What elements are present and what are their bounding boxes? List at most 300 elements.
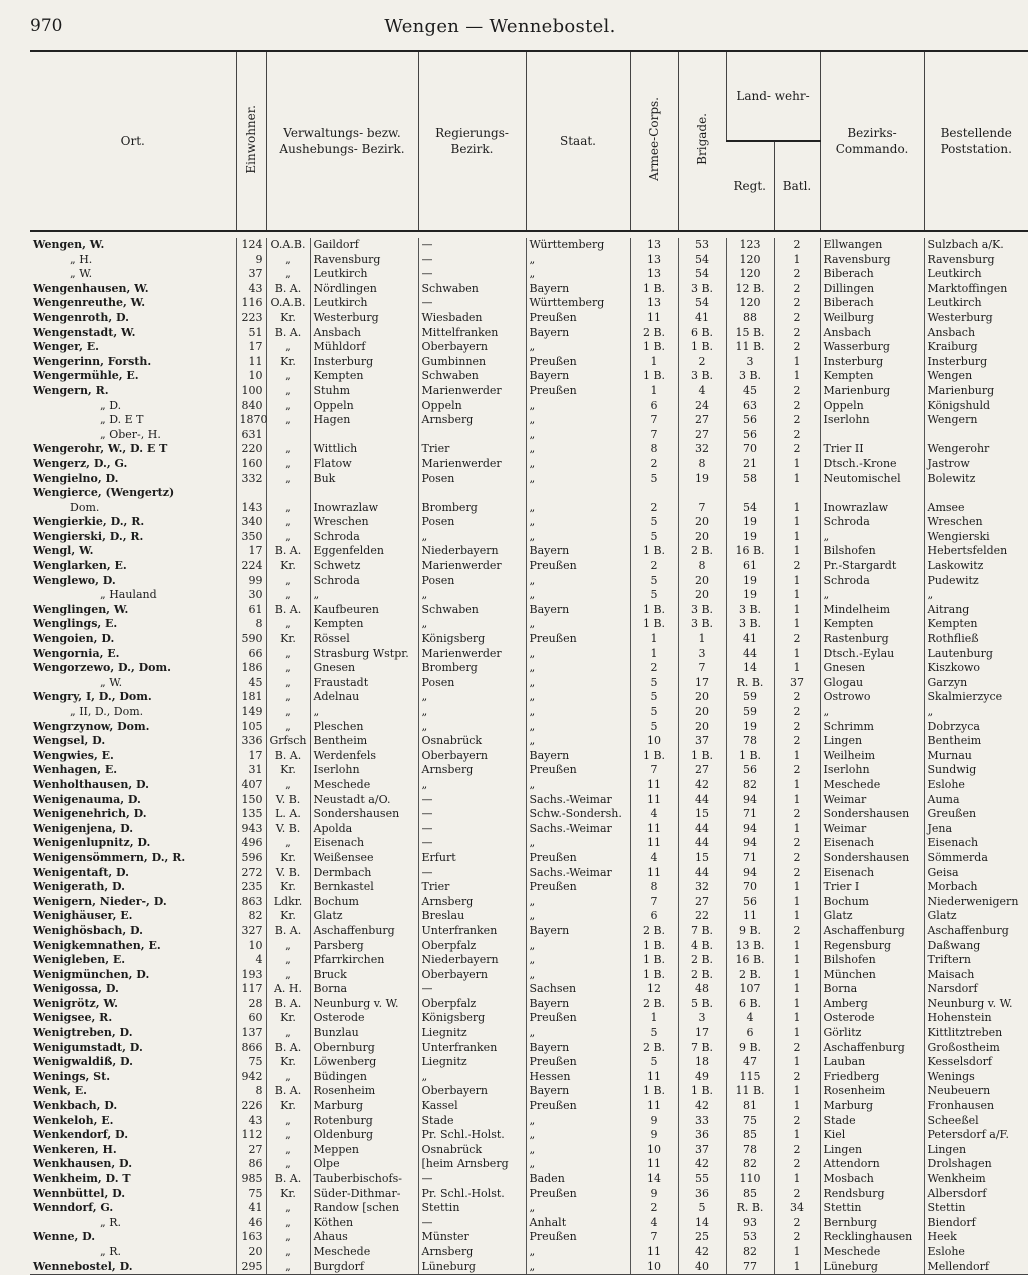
regiment-cell: 71 <box>726 851 774 866</box>
brigade-cell: 44 <box>678 822 726 837</box>
einwohner-cell: 60 <box>236 1011 266 1026</box>
regierung-cell: Niederbayern <box>418 544 526 559</box>
brigade-cell: 20 <box>678 690 726 705</box>
brigade-cell <box>678 486 726 501</box>
brigade-cell: 17 <box>678 1026 726 1041</box>
armee-cell: 5 <box>630 588 678 603</box>
staat-cell: „ <box>526 705 630 720</box>
table-row <box>30 924 1028 939</box>
brigade-cell: 49 <box>678 1070 726 1085</box>
staat-cell: Preußen <box>526 880 630 895</box>
bezirks-commando-cell: Rastenburg <box>820 632 924 647</box>
staat-cell: Preußen <box>526 763 630 778</box>
brigade-cell: 32 <box>678 442 726 457</box>
einwohner-cell: 86 <box>236 1157 266 1172</box>
poststation-cell: Daßwang <box>924 939 1028 954</box>
regierung-cell: Lüneburg <box>418 1260 526 1275</box>
place-name: Wengoien, D. <box>33 632 115 646</box>
regiment-cell: 82 <box>726 1157 774 1172</box>
bataillon-cell: 2 <box>774 399 820 414</box>
bezirks-commando-cell <box>820 486 924 501</box>
verwaltung-cell: Wreschen <box>310 515 418 530</box>
staat-cell: Schw.-Sondersh. <box>526 807 630 822</box>
bataillon-cell: 2 <box>774 1070 820 1085</box>
bezirks-commando-cell: Meschede <box>820 778 924 793</box>
bezirks-commando-cell: Trier II <box>820 442 924 457</box>
poststation-cell: Maisach <box>924 968 1028 983</box>
regiment-cell: 61 <box>726 559 774 574</box>
einwohner-cell: 181 <box>236 690 266 705</box>
brigade-cell: 1 B. <box>678 340 726 355</box>
einwohner-cell: 8 <box>236 617 266 632</box>
poststation-cell: Wengen <box>924 369 1028 384</box>
place-name: Wenings, St. <box>33 1069 111 1083</box>
bezirk-type-cell: „ <box>266 647 310 662</box>
poststation-cell: Rothfließ <box>924 632 1028 647</box>
bataillon-cell: 1 <box>774 939 820 954</box>
poststation-cell: Großostheim <box>924 1041 1028 1056</box>
staat-cell: Preußen <box>526 1011 630 1026</box>
armee-cell: 2 <box>630 457 678 472</box>
brigade-cell: 3 B. <box>678 603 726 618</box>
place-name: Wenigensömmern, D., R. <box>33 850 186 864</box>
bezirks-commando-cell: Borna <box>820 982 924 997</box>
poststation-cell <box>924 486 1028 501</box>
brigade-cell: 3 B. <box>678 617 726 632</box>
staat-cell: „ <box>526 472 630 487</box>
poststation-cell <box>924 428 1028 443</box>
regierung-cell: Oberbayern <box>418 1084 526 1099</box>
staat-cell: Preußen <box>526 851 630 866</box>
staat-cell: „ <box>526 267 630 282</box>
brigade-cell: 4 <box>678 384 726 399</box>
einwohner-cell: 105 <box>236 720 266 735</box>
einwohner-cell: 27 <box>236 1143 266 1158</box>
poststation-cell: Neubeuern <box>924 1084 1028 1099</box>
regierung-cell: „ <box>418 530 526 545</box>
poststation-cell: Aschaffenburg <box>924 924 1028 939</box>
poststation-cell: Leutkirch <box>924 296 1028 311</box>
table-row <box>30 311 1028 326</box>
regierung-cell: Trier <box>418 442 526 457</box>
brigade-cell: 7 B. <box>678 1041 726 1056</box>
bataillon-cell: 1 <box>774 1099 820 1114</box>
regierung-cell: [heim Arnsberg <box>418 1157 526 1172</box>
bezirk-type-cell: „ <box>266 1070 310 1085</box>
brigade-cell: 44 <box>678 866 726 881</box>
bataillon-cell: 1 <box>774 355 820 370</box>
bezirks-commando-cell: Bochum <box>820 895 924 910</box>
einwohner-cell: 51 <box>236 326 266 341</box>
poststation-cell: Narsdorf <box>924 982 1028 997</box>
armee-cell: 5 <box>630 574 678 589</box>
regierung-cell: Stettin <box>418 1201 526 1216</box>
brigade-cell: 2 B. <box>678 953 726 968</box>
regiment-cell: 4 <box>726 1011 774 1026</box>
bezirks-commando-cell: „ <box>820 588 924 603</box>
regiment-cell: 110 <box>726 1172 774 1187</box>
armee-cell: 13 <box>630 296 678 311</box>
bataillon-cell: 2 <box>774 428 820 443</box>
place-name: Wengsel, D. <box>33 734 106 748</box>
bezirk-type-cell: „ <box>266 1230 310 1245</box>
regiment-cell: 120 <box>726 296 774 311</box>
regiment-cell: 44 <box>726 647 774 662</box>
poststation-cell: Mellendorf <box>924 1260 1028 1275</box>
verwaltung-cell: Gnesen <box>310 661 418 676</box>
header-post: Bestellende Poststation. <box>924 51 1028 231</box>
bataillon-cell: 2 <box>774 1187 820 1202</box>
brigade-cell: 22 <box>678 909 726 924</box>
header-regierung: Regierungs- Bezirk. <box>418 51 526 231</box>
einwohner-cell: 11 <box>236 355 266 370</box>
regiment-cell: 93 <box>726 1216 774 1231</box>
verwaltung-cell: Werdenfels <box>310 749 418 764</box>
einwohner-cell: 124 <box>236 238 266 253</box>
place-name: Wennebostel, D. <box>30 1260 236 1275</box>
verwaltung-cell: Schwetz <box>310 559 418 574</box>
staat-cell: „ <box>526 690 630 705</box>
verwaltung-cell: Fraustadt <box>310 676 418 691</box>
regierung-cell: Osnabrück <box>418 734 526 749</box>
brigade-cell: 2 B. <box>678 968 726 983</box>
armee-cell: 1 B. <box>630 939 678 954</box>
table-row <box>30 384 1028 399</box>
einwohner-cell: 163 <box>236 1230 266 1245</box>
regiment-cell: 70 <box>726 880 774 895</box>
einwohner-cell: 28 <box>236 997 266 1012</box>
place-name: Wenndorf, G. <box>33 1201 114 1215</box>
bezirks-commando-cell: Sondershausen <box>820 807 924 822</box>
bataillon-cell: 2 <box>774 1041 820 1056</box>
place-name: Wengerz, D., G. <box>33 456 128 470</box>
place-name: Wenglewo, D. <box>33 573 116 587</box>
bataillon-cell: 2 <box>774 267 820 282</box>
place-name: Wengry, I, D., Dom. <box>33 690 152 704</box>
table-row <box>30 793 1028 808</box>
regierung-cell: Schwaben <box>418 603 526 618</box>
brigade-cell: 7 B. <box>678 924 726 939</box>
bataillon-cell: 1 <box>774 647 820 662</box>
bezirk-type-cell: „ <box>266 1245 310 1260</box>
bataillon-cell: 2 <box>774 384 820 399</box>
staat-cell: Württemberg <box>526 238 630 253</box>
brigade-cell: 4 B. <box>678 939 726 954</box>
brigade-cell: 25 <box>678 1230 726 1245</box>
place-name: Wenigumstadt, D. <box>33 1040 143 1054</box>
staat-cell: „ <box>526 676 630 691</box>
einwohner-cell: 20 <box>236 1245 266 1260</box>
table-row <box>30 1216 1028 1231</box>
regiment-cell: 45 <box>726 384 774 399</box>
bezirk-type-cell: „ <box>266 1216 310 1231</box>
bezirks-commando-cell: Schrimm <box>820 720 924 735</box>
einwohner-cell: 17 <box>236 544 266 559</box>
table-row <box>30 968 1028 983</box>
bezirk-type-cell: „ <box>266 472 310 487</box>
verwaltung-cell: Schroda <box>310 574 418 589</box>
place-name: Wengenstadt, W. <box>33 325 136 339</box>
armee-cell: 1 <box>630 647 678 662</box>
bezirk-type-cell: Kr. <box>266 851 310 866</box>
staat-cell: Preußen <box>526 559 630 574</box>
place-name: „ W. <box>100 675 123 689</box>
brigade-cell: 6 B. <box>678 326 726 341</box>
verwaltung-cell: Leutkirch <box>310 267 418 282</box>
bataillon-cell: 2 <box>774 836 820 851</box>
bataillon-cell: 1 <box>774 457 820 472</box>
table-row <box>30 866 1028 881</box>
place-name: Wenkendorf, D. <box>33 1128 129 1142</box>
place-name: „ H. <box>70 252 93 266</box>
verwaltung-cell: Pfarrkirchen <box>310 953 418 968</box>
bataillon-cell: 2 <box>774 296 820 311</box>
armee-cell: 14 <box>630 1172 678 1187</box>
table-row <box>30 676 1028 691</box>
regierung-cell: Niederbayern <box>418 953 526 968</box>
verwaltung-cell: Rössel <box>310 632 418 647</box>
einwohner-cell: 496 <box>236 836 266 851</box>
bataillon-cell: 2 <box>774 1230 820 1245</box>
poststation-cell: Geisa <box>924 866 1028 881</box>
bezirk-type-cell: B. A. <box>266 282 310 297</box>
armee-cell: 1 B. <box>630 544 678 559</box>
table-row <box>30 413 1028 428</box>
bezirk-type-cell: Kr. <box>266 311 310 326</box>
regiment-cell: 3 B. <box>726 603 774 618</box>
regiment-cell: 16 B. <box>726 953 774 968</box>
bezirk-type-cell: Kr. <box>266 1011 310 1026</box>
regiment-cell: 6 B. <box>726 997 774 1012</box>
place-name: Wenglings, E. <box>33 617 118 631</box>
bataillon-cell: 2 <box>774 340 820 355</box>
poststation-cell: Wengern <box>924 413 1028 428</box>
verwaltung-cell: Bernkastel <box>310 880 418 895</box>
place-name: Wenhagen, E. <box>33 763 118 777</box>
staat-cell: Preußen <box>526 311 630 326</box>
poststation-cell: Bolewitz <box>924 472 1028 487</box>
bataillon-cell: 1 <box>774 1128 820 1143</box>
regierung-cell: Kassel <box>418 1099 526 1114</box>
bezirks-commando-cell: Bernburg <box>820 1216 924 1231</box>
verwaltung-cell: Mühldorf <box>310 340 418 355</box>
poststation-cell: Lautenburg <box>924 647 1028 662</box>
regiment-cell: 19 <box>726 588 774 603</box>
verwaltung-cell: Meschede <box>310 1245 418 1260</box>
bataillon-cell: 1 <box>774 617 820 632</box>
regiment-cell: 123 <box>726 238 774 253</box>
place-name: Wenholthausen, D. <box>33 777 149 791</box>
bataillon-cell: 1 <box>774 544 820 559</box>
table-row <box>30 399 1028 414</box>
bezirk-type-cell: Kr. <box>266 355 310 370</box>
regierung-cell: Pr. Schl.-Holst. <box>418 1187 526 1202</box>
einwohner-cell: 220 <box>236 442 266 457</box>
poststation-cell: Heek <box>924 1230 1028 1245</box>
regiment-cell: 56 <box>726 428 774 443</box>
bataillon-cell: 1 <box>774 953 820 968</box>
header-ort: Ort. <box>30 51 236 231</box>
armee-cell: 7 <box>630 895 678 910</box>
armee-cell: 2 <box>630 661 678 676</box>
brigade-cell: 40 <box>678 1260 726 1275</box>
bezirks-commando-cell: Osterode <box>820 1011 924 1026</box>
regiment-cell: 81 <box>726 1099 774 1114</box>
regierung-cell: „ <box>418 588 526 603</box>
place-name: Wenigmünchen, D. <box>33 967 150 981</box>
bataillon-cell: 1 <box>774 515 820 530</box>
place-name: Wengrzynow, Dom. <box>33 719 150 733</box>
einwohner-cell: 82 <box>236 909 266 924</box>
table-row <box>30 1055 1028 1070</box>
verwaltung-cell: Eisenach <box>310 836 418 851</box>
regiment-cell: 85 <box>726 1128 774 1143</box>
armee-cell: 5 <box>630 515 678 530</box>
staat-cell: „ <box>526 1114 630 1129</box>
bezirk-type-cell: „ <box>266 939 310 954</box>
bezirk-type-cell: Grfsch <box>266 734 310 749</box>
brigade-cell: 2 <box>678 355 726 370</box>
poststation-cell: Garzyn <box>924 676 1028 691</box>
regierung-cell: Bromberg <box>418 501 526 516</box>
einwohner-cell: 193 <box>236 968 266 983</box>
einwohner-cell: 75 <box>236 1187 266 1202</box>
table-row <box>30 1201 1028 1216</box>
regierung-cell: Unterfranken <box>418 1041 526 1056</box>
bataillon-cell: 1 <box>774 749 820 764</box>
regierung-cell: — <box>418 1216 526 1231</box>
bataillon-cell: 1 <box>774 895 820 910</box>
table-row <box>30 1187 1028 1202</box>
poststation-cell: Sulzbach a/K. <box>924 238 1028 253</box>
brigade-cell: 27 <box>678 413 726 428</box>
regiment-cell: 59 <box>726 705 774 720</box>
staat-cell: Preußen <box>526 632 630 647</box>
regierung-cell: — <box>418 238 526 253</box>
verwaltung-cell: Randow [schen <box>310 1201 418 1216</box>
staat-cell: Bayern <box>526 997 630 1012</box>
verwaltung-cell: Rosenheim <box>310 1084 418 1099</box>
regiment-cell: 78 <box>726 734 774 749</box>
table-row <box>30 939 1028 954</box>
einwohner-cell: 37 <box>236 267 266 282</box>
bezirk-type-cell: B. A. <box>266 326 310 341</box>
brigade-cell: 55 <box>678 1172 726 1187</box>
verwaltung-cell: Aschaffenburg <box>310 924 418 939</box>
verwaltung-cell: Nördlingen <box>310 282 418 297</box>
verwaltung-cell: Apolda <box>310 822 418 837</box>
bezirks-commando-cell: Bilshofen <box>820 544 924 559</box>
poststation-cell: Hohenstein <box>924 1011 1028 1026</box>
regiment-cell: 59 <box>726 690 774 705</box>
place-name: Dom. <box>70 500 100 514</box>
bataillon-cell: 2 <box>774 1114 820 1129</box>
regiment-cell: 94 <box>726 793 774 808</box>
regierung-cell: — <box>418 822 526 837</box>
table-header <box>30 51 1028 231</box>
bezirk-type-cell: V. B. <box>266 866 310 881</box>
bataillon-cell: 2 <box>774 326 820 341</box>
table-row <box>30 369 1028 384</box>
verwaltung-cell: Osterode <box>310 1011 418 1026</box>
poststation-cell: Stettin <box>924 1201 1028 1216</box>
regiment-cell: 56 <box>726 413 774 428</box>
table-row <box>30 282 1028 297</box>
table-row <box>30 632 1028 647</box>
bezirks-commando-cell: Friedberg <box>820 1070 924 1085</box>
staat-cell: Bayern <box>526 603 630 618</box>
bezirks-commando-cell: Aschaffenburg <box>820 924 924 939</box>
armee-cell: 11 <box>630 1245 678 1260</box>
table-body <box>30 231 1028 1275</box>
bataillon-cell: 2 <box>774 763 820 778</box>
staat-cell: „ <box>526 399 630 414</box>
bezirks-commando-cell: Weimar <box>820 793 924 808</box>
regierung-cell: — <box>418 296 526 311</box>
staat-cell: Bayern <box>526 1041 630 1056</box>
staat-cell: Bayern <box>526 749 630 764</box>
einwohner-cell: 340 <box>236 515 266 530</box>
staat-cell: Preußen <box>526 1187 630 1202</box>
regiment-cell: 15 B. <box>726 326 774 341</box>
place-name: Wenigwaldiß, D. <box>33 1055 133 1069</box>
staat-cell: Sachs.-Weimar <box>526 866 630 881</box>
regiment-cell: 11 B. <box>726 1084 774 1099</box>
einwohner-cell: 4 <box>236 953 266 968</box>
place-name: Wengenreuthe, W. <box>33 296 146 310</box>
regiment-cell: 47 <box>726 1055 774 1070</box>
regiment-cell: 19 <box>726 574 774 589</box>
brigade-cell: 7 <box>678 501 726 516</box>
table-row <box>30 763 1028 778</box>
bataillon-cell: 2 <box>774 632 820 647</box>
page-header <box>30 14 970 44</box>
regiment-cell: 56 <box>726 763 774 778</box>
regierung-cell: Marienwerder <box>418 559 526 574</box>
poststation-cell: Ravensburg <box>924 253 1028 268</box>
brigade-cell: 7 <box>678 661 726 676</box>
armee-cell: 7 <box>630 413 678 428</box>
regiment-cell: 3 B. <box>726 617 774 632</box>
armee-cell: 9 <box>630 1187 678 1202</box>
bataillon-cell: 1 <box>774 1055 820 1070</box>
bezirks-commando-cell: „ <box>820 530 924 545</box>
bezirk-type-cell: „ <box>266 690 310 705</box>
einwohner-cell: 149 <box>236 705 266 720</box>
poststation-cell: Petersdorf a/F. <box>924 1128 1028 1143</box>
table-row <box>30 880 1028 895</box>
bataillon-cell: 1 <box>774 880 820 895</box>
staat-cell: Sachs.-Weimar <box>526 793 630 808</box>
header-verwaltung: Verwaltungs- bezw. Aushebungs- Bezirk. <box>266 51 418 231</box>
bataillon-cell: 2 <box>774 734 820 749</box>
regierung-cell: Oberpfalz <box>418 997 526 1012</box>
place-name: Wenk, E. <box>33 1084 87 1098</box>
bezirk-type-cell: „ <box>266 515 310 530</box>
bezirk-type-cell: „ <box>266 968 310 983</box>
table-row <box>30 326 1028 341</box>
regiment-cell: 63 <box>726 399 774 414</box>
bezirk-type-cell: B. A. <box>266 544 310 559</box>
brigade-cell: 33 <box>678 1114 726 1129</box>
bezirks-commando-cell: Ostrowo <box>820 690 924 705</box>
bezirks-commando-cell: Pr.-Stargardt <box>820 559 924 574</box>
place-name: „ Hauland <box>100 588 157 602</box>
place-name: Wengen, W. <box>33 238 105 251</box>
verwaltung-cell: Meschede <box>310 778 418 793</box>
place-name: Wengierce, (Wengertz) <box>33 486 175 500</box>
bezirk-type-cell: O.A.B. <box>266 238 310 253</box>
